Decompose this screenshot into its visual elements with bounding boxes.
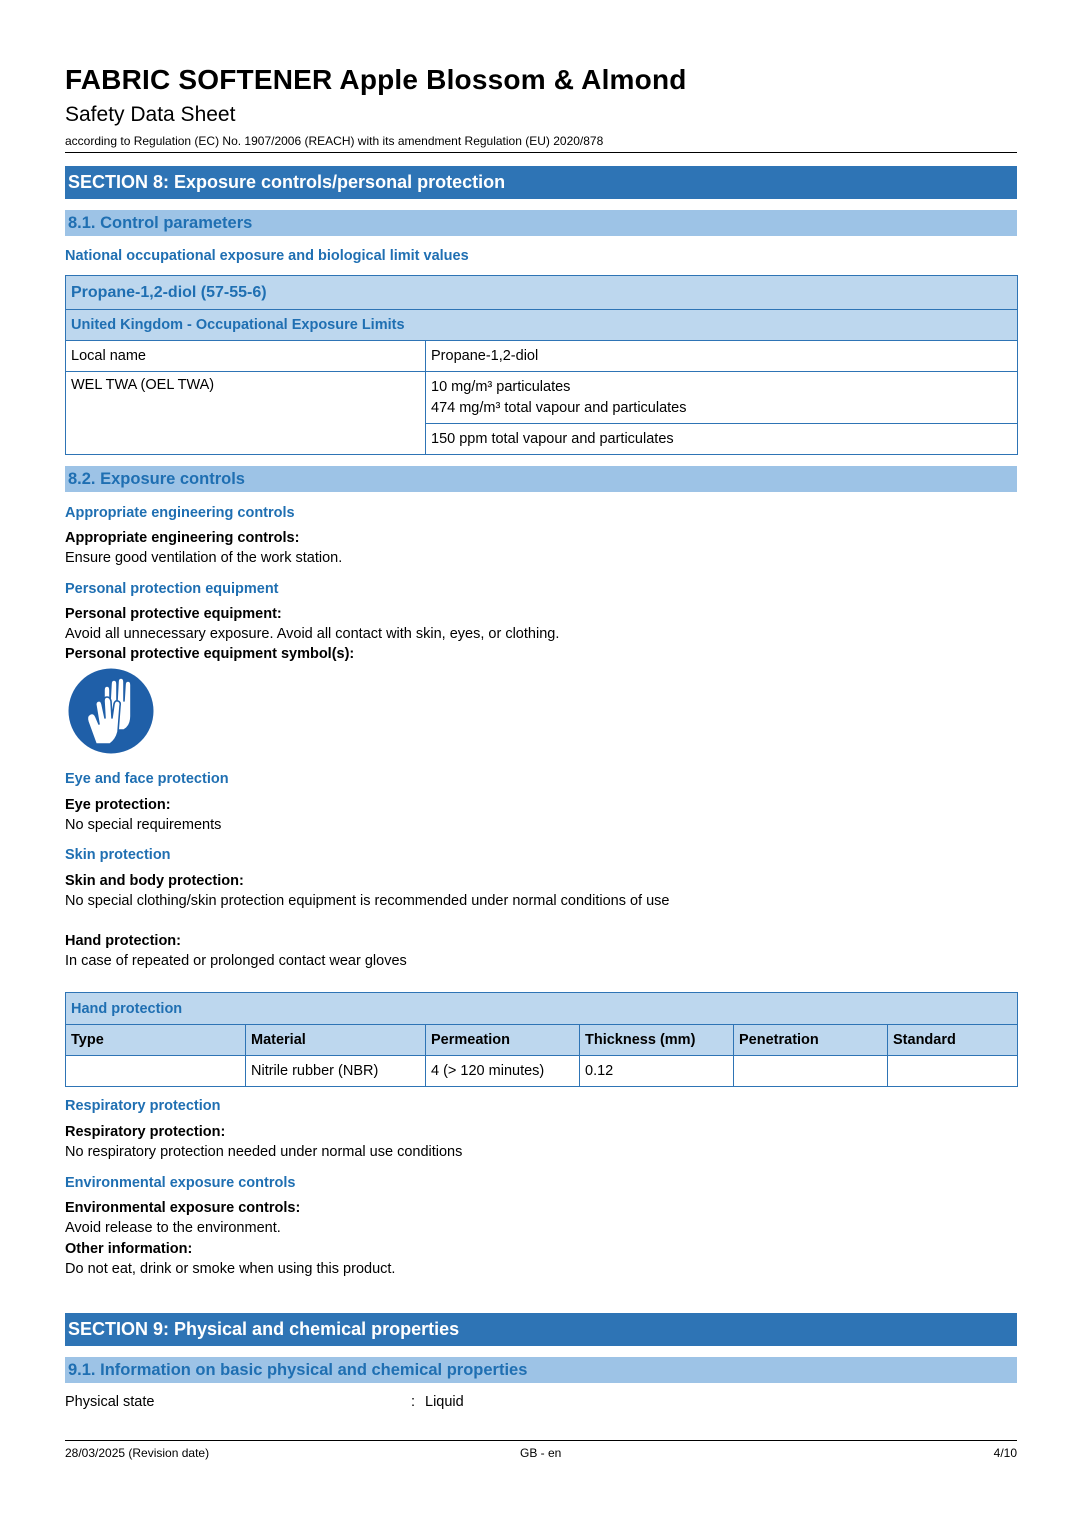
exposure-limits-table	[65, 275, 1018, 455]
column-header-permeation: Permeation	[426, 1025, 580, 1056]
respiratory-heading: Respiratory protection	[65, 1098, 221, 1114]
environmental-label: Environmental exposure controls:	[65, 1200, 301, 1216]
wel-twa-label: WEL TWA (OEL TWA)	[66, 372, 426, 455]
skin-body-text: No special clothing/skin protection equipment is recommended under normal conditions of use	[65, 893, 670, 909]
substance-name-cell: Propane-1,2-diol (57-55-6)	[66, 276, 1018, 310]
header-divider	[65, 152, 1017, 153]
cell-thickness: 0.12	[580, 1056, 734, 1087]
hand-protection-label: Hand protection:	[65, 933, 181, 949]
key-value-separator: :	[411, 1394, 416, 1410]
environmental-text: Avoid release to the environment.	[65, 1220, 281, 1236]
other-info-text: Do not eat, drink or smoke when using this product.	[65, 1261, 396, 1277]
ppe-label: Personal protective equipment:	[65, 606, 282, 622]
footer-divider	[65, 1440, 1017, 1441]
physical-state-label: Physical state	[65, 1394, 155, 1410]
column-header-thickness: Thickness (mm)	[580, 1025, 734, 1056]
respiratory-label: Respiratory protection:	[65, 1124, 226, 1140]
skin-protection-heading: Skin protection	[65, 847, 171, 863]
skin-body-label: Skin and body protection:	[65, 873, 244, 889]
ppe-symbol-label: Personal protective equipment symbol(s):	[65, 646, 355, 662]
revision-date: 28/03/2025 (Revision date)	[65, 1446, 210, 1460]
hand-table-title: Hand protection	[66, 993, 1018, 1025]
environmental-heading: Environmental exposure controls	[65, 1175, 296, 1191]
jurisdiction-cell: United Kingdom - Occupational Exposure Limits	[66, 310, 1018, 341]
column-header-standard: Standard	[888, 1025, 1018, 1056]
engineering-controls-heading: Appropriate engineering controls	[65, 505, 295, 521]
subsection-9-1-heading: 9.1. Information on basic physical and chemical properties	[65, 1357, 1017, 1383]
cell-type	[66, 1056, 246, 1087]
cell-standard	[888, 1056, 1018, 1087]
physical-state-value: Liquid	[425, 1394, 464, 1410]
subsection-8-2-heading: 8.2. Exposure controls	[65, 466, 1017, 492]
engineering-controls-text: Ensure good ventilation of the work station.	[65, 550, 343, 566]
document-subtitle: Safety Data Sheet	[65, 103, 236, 126]
eye-face-heading: Eye and face protection	[65, 771, 229, 787]
respiratory-text: No respiratory protection needed under normal use conditions	[65, 1144, 463, 1160]
table-row	[66, 1056, 1018, 1087]
national-limits-heading: National occupational exposure and biological limit values	[65, 248, 469, 264]
eye-protection-label: Eye protection:	[65, 797, 171, 813]
ppe-text: Avoid all unnecessary exposure. Avoid all contact with skin, eyes, or clothing.	[65, 626, 560, 642]
cell-permeation: 4 (> 120 minutes)	[426, 1056, 580, 1087]
column-header-type: Type	[66, 1025, 246, 1056]
regulation-note: according to Regulation (EC) No. 1907/2006 (REACH) with its amendment Regulation (EU) 2020/878	[65, 134, 604, 148]
hand-protection-text: In case of repeated or prolonged contact wear gloves	[65, 953, 407, 969]
wel-value-total: 474 mg/m³ total vapour and particulates	[431, 400, 687, 416]
local-name-value: Propane-1,2-diol	[426, 341, 1018, 372]
section-9-heading: SECTION 9: Physical and chemical properties	[65, 1313, 1017, 1346]
local-name-label: Local name	[66, 341, 426, 372]
cell-penetration	[734, 1056, 888, 1087]
other-info-label: Other information:	[65, 1241, 193, 1257]
locale-code: GB - en	[520, 1446, 562, 1460]
engineering-controls-label: Appropriate engineering controls:	[65, 530, 300, 546]
column-header-penetration: Penetration	[734, 1025, 888, 1056]
hand-protection-table	[65, 992, 1018, 1087]
wel-value-particulates: 10 mg/m³ particulates	[431, 379, 571, 395]
eye-protection-text: No special requirements	[65, 817, 222, 833]
wel-twa-values	[426, 372, 1018, 424]
gloves-mandatory-icon	[66, 666, 156, 756]
document-title: FABRIC SOFTENER Apple Blossom & Almond	[65, 64, 687, 95]
section-8-heading: SECTION 8: Exposure controls/personal protection	[65, 166, 1017, 199]
cell-material: Nitrile rubber (NBR)	[246, 1056, 426, 1087]
ppe-heading: Personal protection equipment	[65, 581, 279, 597]
subsection-8-1-heading: 8.1. Control parameters	[65, 210, 1017, 236]
wel-value-ppm: 150 ppm total vapour and particulates	[426, 424, 1018, 455]
column-header-material: Material	[246, 1025, 426, 1056]
page-number: 4/10	[993, 1446, 1017, 1460]
